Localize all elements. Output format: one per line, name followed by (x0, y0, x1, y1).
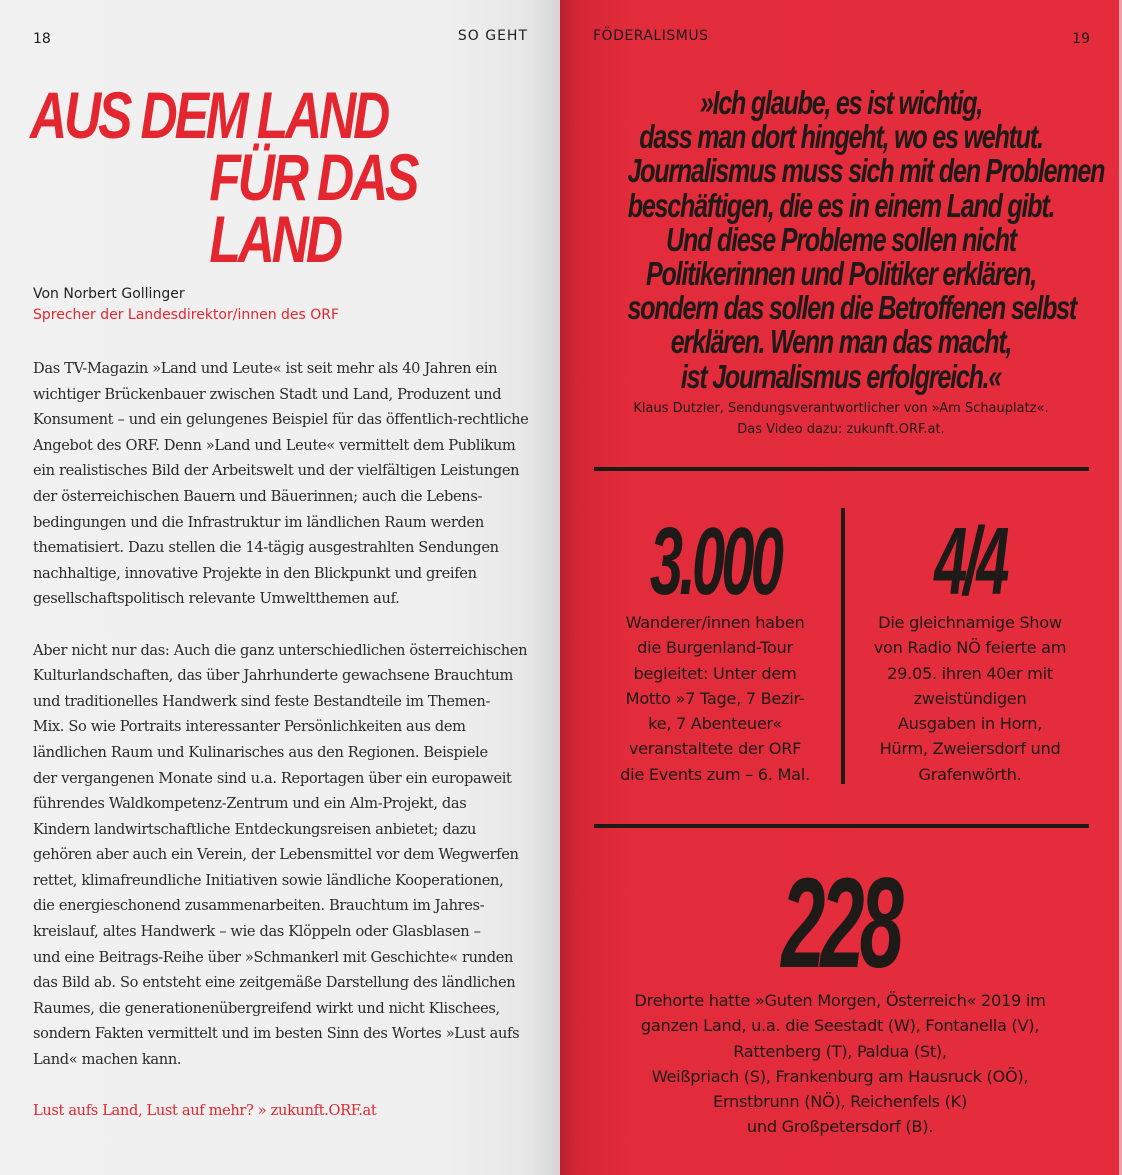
section-label: FÖDERALISMUS (593, 28, 709, 44)
pull-quote (560, 86, 1122, 394)
text-line: die Events zum – 6. Mal. (620, 764, 810, 784)
text-line: und Großpetersdorf (B). (746, 1117, 934, 1137)
quote-attribution (560, 398, 1122, 440)
text-line: rettet, klimafreundliche Initiativen sowie ländliche Kooperationen, (33, 871, 504, 889)
vertical-divider (841, 508, 845, 784)
text-line: Die gleichnamige Show (878, 613, 1062, 632)
right-page (560, 0, 1122, 1175)
text-line: 29.05. ihren 40er mit (887, 663, 1053, 683)
quote-line: Und diese Probleme sollen nicht (666, 220, 1016, 258)
stat-filming-locations (590, 852, 1090, 1140)
text-line: wichtiger Brückenbauer zwischen Stadt und Land, Produzent und (33, 385, 502, 403)
text-line: ländlichen Raum und Kulinarisches aus den Regionen. Beispiele (33, 743, 488, 761)
stat-number: 4/4 (934, 508, 1006, 615)
text-line: und traditionelles Handwerk sind feste Bestandteile im Themen- (33, 692, 491, 710)
quote-line: beschäftigen, die es in einem Land gibt. (627, 186, 1055, 224)
stat-number: 228 (781, 852, 899, 995)
author-role: Sprecher der Landesdirektor/innen des ORF (33, 307, 340, 323)
quote-line: Politikerinnen und Politiker erklären, (645, 255, 1037, 293)
zukunft-orf-link[interactable]: Lust aufs Land, Lust auf mehr? » zukunft.ORF.at (33, 1102, 377, 1120)
stat-description (850, 610, 1090, 787)
stat-wanderers (596, 508, 834, 787)
stat-description (590, 988, 1090, 1140)
text-line: kreislauf, altes Handwerk – wie das Klöppeln oder Glasblasen – (33, 923, 481, 941)
text-line: Das TV-Magazin »Land und Leute« ist seit mehr als 40 Jahren ein (33, 360, 498, 377)
text-line: der österreichischen Bauern und Bäuerinnen; auch die Lebens- (33, 487, 483, 505)
text-line: ke, 7 Abenteuer« (648, 714, 782, 734)
text-line: ganzen Land, u.a. die Seestadt (W), Fontanella (V), (640, 1016, 1040, 1036)
headline (30, 78, 420, 276)
paragraph (33, 356, 538, 612)
stat-radio-show (850, 508, 1090, 787)
text-line: von Radio NÖ feierte am (873, 638, 1067, 658)
text-line: Aber nicht nur das: Auch die ganz unterschiedlichen österreichischen (33, 641, 528, 659)
text-line: Ernstbrunn (NÖ), Reichenfels (K) (713, 1092, 967, 1112)
author: Von Norbert Gollinger (33, 286, 185, 302)
text-line: Kulturlandschaften, das über Jahrhunderte gewachsene Brauchtum (33, 667, 514, 685)
page-number: 18 (33, 31, 51, 47)
text-line: das Bild ab. So entsteht eine zeitgemäße Darstellung des ländlichen (33, 974, 516, 992)
text-line: Motto »7 Tage, 7 Bezir- (625, 688, 805, 708)
quote-line: erklären. Wenn man das macht, (670, 323, 1012, 361)
text-line: Rattenberg (T), Paldua (St), (733, 1041, 947, 1061)
divider (594, 467, 1089, 471)
text-line: die energieschonend zusammenarbeiten. Brauchtum im Jahres- (33, 897, 485, 915)
text-line: gesellschaftspolitisch relevante Umweltthemen auf. (33, 590, 400, 608)
divider (594, 824, 1089, 828)
quote-line: sondern das sollen die Betroffenen selbst (627, 289, 1077, 327)
byline (33, 284, 339, 326)
headline-line-1: AUS DEM LAND (30, 78, 388, 152)
text-line: Kindern landwirtschaftliche Entdeckungsreisen anbietet; dazu (33, 820, 477, 838)
text-line: Konsument – und ein gelungenes Beispiel für das öffentlich-rechtliche (33, 411, 529, 429)
stat-number: 3.000 (649, 508, 781, 615)
text-line: Ausgaben in Horn, (897, 714, 1043, 734)
quote-line: dass man dort hingeht, wo es wehtut. (639, 118, 1043, 156)
page-number: 19 (1072, 31, 1090, 47)
attribution-line: Klaus Dutzler, Sendungsverantwortlicher von »Am Schauplatz«. (633, 401, 1049, 416)
text-line: Hürm, Zweiersdorf und (879, 739, 1061, 759)
text-line: begleitet: Unter dem (633, 663, 797, 683)
text-line: Grafenwörth. (918, 764, 1022, 784)
section-label: SO GEHT (457, 28, 528, 44)
text-line: Raumes, die generationenübergreifend wirkt und nicht Klischees, (33, 999, 500, 1017)
text-line: die Burgenland-Tour (637, 638, 793, 658)
stat-description (596, 610, 834, 787)
text-line: thematisiert. Dazu stellen die 14-tägig ausgestrahlten Sendungen (33, 539, 499, 557)
quote-line: Journalismus muss sich mit den Problemen (627, 152, 1105, 190)
text-line: veranstaltete der ORF (628, 739, 802, 759)
text-line: der vergangenen Monate sind u.a. Reportagen über ein europaweit (33, 769, 512, 787)
left-page (0, 0, 560, 1175)
text-line: gehören aber auch ein Verein, der Lebensmittel vor dem Wegwerfen (33, 846, 519, 864)
quote-line: »Ich glaube, es ist wichtig, (699, 84, 983, 121)
text-line: Wanderer/innen haben (625, 613, 805, 632)
text-line: Mix. So wie Portraits interessanter Persönlichkeiten aus dem (33, 718, 466, 736)
attribution-video-link[interactable]: Das Video dazu: zukunft.ORF.at. (737, 422, 945, 437)
text-line: Weißpriach (S), Frankenburg am Hausruck (OÖ), (651, 1066, 1029, 1086)
text-line: führendes Waldkompetenz-Zentrum und ein Alm-Projekt, das (33, 795, 467, 813)
text-line: nachhaltige, innovative Projekte in den Blickpunkt und greifen (33, 564, 477, 582)
article-body (33, 356, 538, 1149)
headline-line-2: FÜR DAS LAND (209, 140, 417, 276)
quote-line: ist Journalismus erfolgreich.« (680, 357, 1002, 395)
paragraph (33, 638, 538, 1073)
text-line: zweistündigen (913, 688, 1027, 708)
text-line: bedingungen und die Infrastruktur im ländlichen Raum werden (33, 513, 484, 531)
text-line: Drehorte hatte »Guten Morgen, Österreich« 2019 im (634, 991, 1046, 1010)
text-line: und eine Beitrags-Reihe über »Schmankerl mit Geschichte« runden (33, 948, 514, 966)
text-line: ein realistisches Bild der Arbeitswelt und der vielfältigen Leistungen (33, 462, 520, 480)
text-line: sondern Fakten vermittelt und im besten Sinn des Wortes »Lust aufs (33, 1025, 520, 1043)
text-line: Angebot des ORF. Denn »Land und Leute« vermittelt dem Publikum (33, 436, 516, 454)
text-line: Land« machen kann. (33, 1051, 182, 1069)
